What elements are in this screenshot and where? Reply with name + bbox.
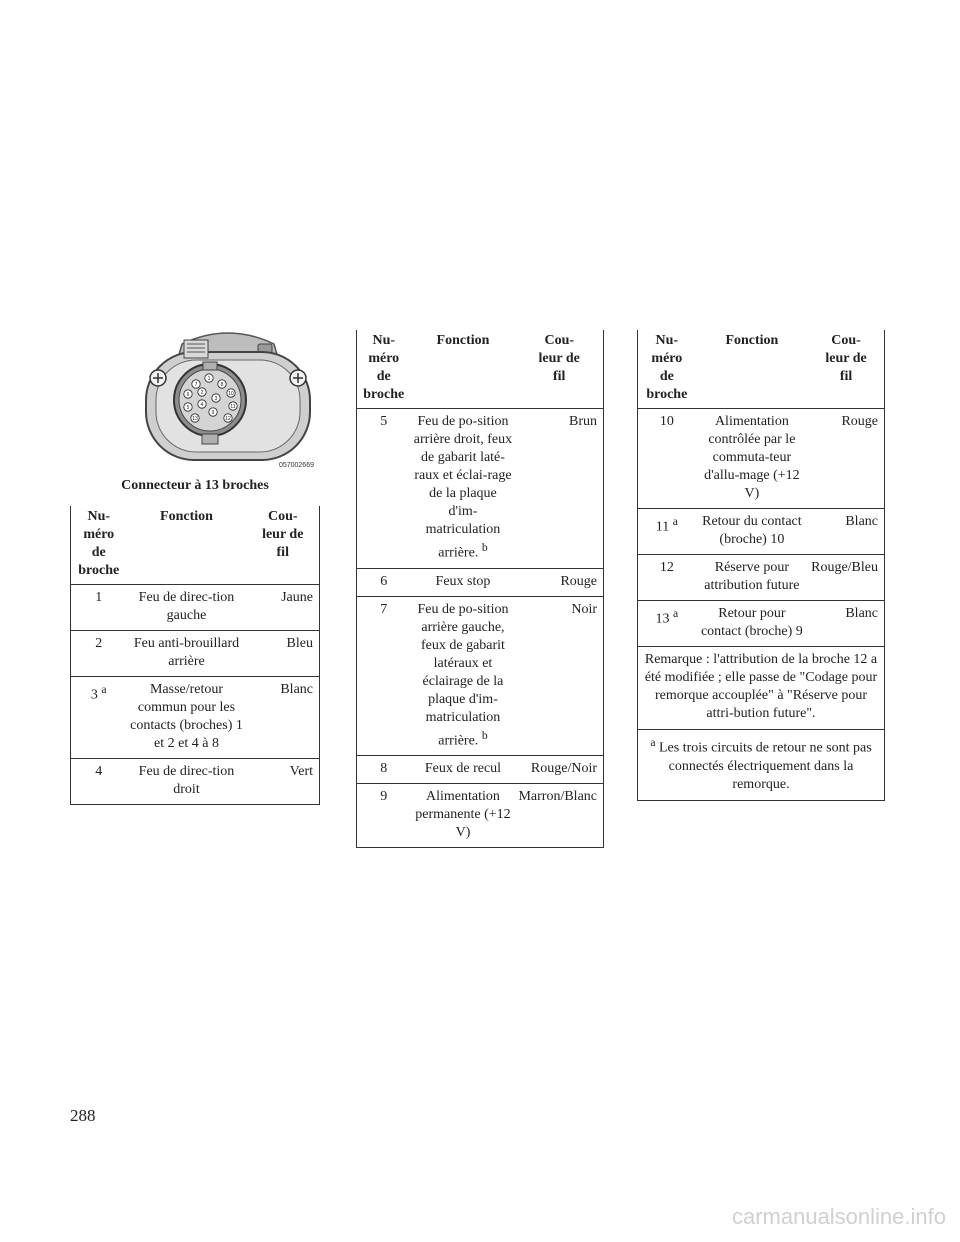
page-number: 288 [70,1106,96,1125]
function-cell: Feu de direc-tion droit [138,764,235,797]
pin-number-cell: 4 [95,764,103,779]
pin-4 [198,400,206,408]
pin-number-cell: 8 [380,761,388,777]
table-row [638,555,885,601]
wire-color-cell: Rouge [841,414,878,429]
function-cell: Retour pour contact (broche) 9 [700,606,803,639]
header-wire-color: Cou- leur de fil [538,333,580,384]
pin-13 [191,414,199,422]
footnote-marker: a [650,736,656,749]
pin-number-cell: 12 [659,560,674,575]
wire-color-cell: Bleu [286,636,313,651]
pin-3 [212,394,220,402]
pin-number-cell: 9 [380,789,388,805]
table-row [71,677,320,759]
header-pin-number: Nu- méro de broche [78,509,120,578]
svg-text:12: 12 [225,415,231,422]
pin-11 [229,402,237,410]
footnote-a [638,730,885,801]
wire-color-cell: Marron/Blanc [518,789,597,805]
header-function: Fonction [160,509,213,524]
wire-color-cell: Blanc [280,682,313,697]
function-cell: Feu anti-brouillard arrière [133,636,240,669]
pin-table-3 [637,330,885,801]
pin-6 [184,390,192,398]
function-cell: Feu de direc-tion gauche [138,590,235,623]
function-cell: Feux de recul [424,761,502,777]
function-cell: Réserve pour attribution future [704,560,800,593]
svg-text:6: 6 [186,391,190,398]
pin-number-cell: 1 [95,590,103,605]
table-row [357,596,604,756]
svg-text:10: 10 [228,390,234,397]
pin-12 [224,414,232,422]
table-row [357,568,604,596]
figure-code: 057002669 [278,462,314,469]
function-cell: Retour du contact (broche) 10 [702,514,802,547]
svg-text:7: 7 [194,381,198,388]
pin-7 [192,380,200,388]
header-pin-number: Nu- méro de broche [646,333,688,402]
header-wire-color: Cou- leur de fil [825,333,867,384]
table-row [71,585,320,631]
wire-color-cell: Jaune [281,590,313,605]
wire-color-cell: Rouge/Bleu [811,560,878,575]
pin-10 [227,389,235,397]
header-wire-color: Cou- leur de fil [262,509,304,560]
watermark: carmanualsonline.info [731,1204,946,1229]
table-1-body [71,585,320,805]
function-cell: Feu de po-sition arrière gauche, feux de gabarit latéraux et éclairage de la plaque d'im-matriculation arrière. $^b$ [417,601,509,749]
table-row [638,509,885,555]
footnote-text: Les trois circuits de retour ne sont pas connectés électriquement dans la remorque. [659,740,872,792]
wire-color-cell: Noir [571,601,597,617]
wire-color-cell: Blanc [845,606,878,621]
pin-8 [218,380,226,388]
svg-text:13: 13 [192,415,198,422]
pin-number-cell: 6 [380,573,388,589]
pin-2 [198,388,206,396]
wire-color-cell: Brun [569,414,597,429]
wire-color-cell: Blanc [845,514,878,529]
svg-text:9: 9 [211,409,215,416]
header-function: Fonction [725,333,779,348]
function-cell: Alimentation permanente (+12 V) [415,789,511,841]
function-cell: Feux stop [435,573,491,589]
wire-color-cell: Rouge [560,573,597,589]
svg-text:2: 2 [200,389,204,396]
svg-text:3: 3 [214,395,218,402]
svg-text:5: 5 [186,404,190,411]
pin-number-cell: 5 [380,414,388,429]
connector-13-pin-illustration [138,322,318,472]
pin-number-cell: 7 [380,601,388,617]
wire-color-cell: Rouge/Noir [530,761,597,777]
table-row [357,409,604,569]
table-row [638,601,885,647]
remark-note: Remarque : l'attribution de la broche 12 a été modifiée ; elle passe de "Codage pour remorque accouplée" à "Réserve pour attri-bution future". [644,652,878,721]
table-3-body [638,409,885,647]
svg-text:4: 4 [200,401,204,408]
function-cell: Feu de po-sition arrière droit, feux de gabarit laté-raux et éclai-rage de la plaque d'im-matriculation arrière. $^b$ [413,414,513,561]
header-function: Fonction [436,333,490,348]
svg-text:11: 11 [230,403,236,410]
pin-number-cell: 3 $^a$ [90,683,107,703]
pin-number-cell: 13 $^a$ [655,607,679,627]
table-row [357,756,604,784]
wire-color-cell: Vert [289,764,313,779]
table-row [357,784,604,848]
pin-number-cell: 2 [95,636,103,651]
pin-1 [205,374,213,382]
svg-text:1: 1 [207,375,211,382]
pin-number-cell: 11 $^a$ [655,515,678,535]
table-row [71,759,320,805]
table-row [71,631,320,677]
figure-caption: Connecteur à 13 broches [121,478,269,493]
pin-table-1 [70,506,320,805]
table-row [638,409,885,509]
function-cell: Alimentation contrôlée par le commuta-teur d'allu-mage (+12 V) [704,414,800,501]
pin-5 [184,403,192,411]
svg-text:8: 8 [220,381,224,388]
header-pin-number: Nu- méro de broche [363,333,405,402]
pin-9 [209,408,217,416]
connector-figure [138,322,318,472]
pin-number-cell: 10 [659,414,674,429]
table-2-body [357,409,604,848]
function-cell: Masse/retour commun pour les contacts (broches) 1 et 2 et 4 à 8 [130,682,243,751]
pin-table-2 [356,330,604,848]
